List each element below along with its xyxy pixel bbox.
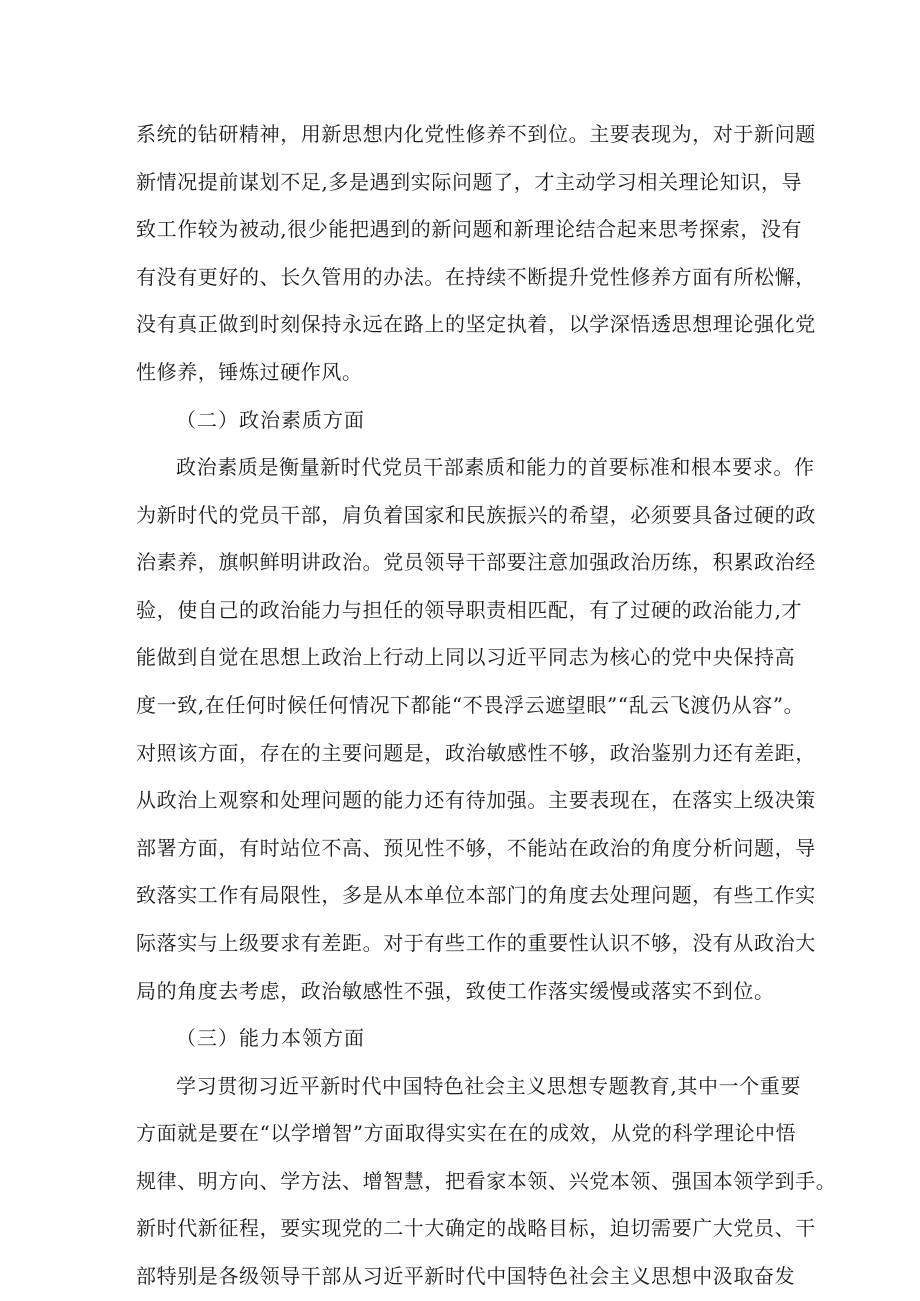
text-line: 治素养，旗帜鲜明讲政治。党员领导干部要注意加强政治历练，积累政治经 <box>136 550 816 574</box>
text-line: 致工作较为被动,很少能把遇到的新问题和新理论结合起来思考探索，没有 <box>136 217 803 241</box>
text-line: 学习贯彻习近平新时代中国特色社会主义思想专题教育,其中一个重要 <box>176 1074 801 1098</box>
text-line: 规律、明方向、学方法、增智慧，把看家本领、兴党本领、强国本领学到手。 <box>136 1169 837 1193</box>
text-line: 致落实工作有局限性，多是从本单位本部门的角度去处理问题，有些工作实 <box>136 883 816 907</box>
text-line: 部署方面，有时站位不高、预见性不够，不能站在政治的角度分析问题，导 <box>136 836 816 860</box>
text-line: 方面就是要在“以学增智”方面取得实实在在的成效，从党的科学理论中悟 <box>136 1121 797 1145</box>
text-line: 度一致,在任何时候任何情况下都能“不畏浮云遮望眼”“乱云飞渡仍从容”。 <box>136 693 805 717</box>
text-line: 能做到自觉在思想上政治上行动上同以习近平同志为核心的党中央保持高 <box>136 645 796 669</box>
text-line: 有没有更好的、长久管用的办法。在持续不断提升党性修养方面有所松懈， <box>136 265 816 289</box>
text-line: 新时代新征程，要实现党的二十大确定的战略目标，迫切需要广大党员、干 <box>136 1216 816 1240</box>
text-line: 部特别是各级领导干部从习近平新时代中国特色社会主义思想中汲取奋发 <box>136 1264 796 1288</box>
text-line: 从政治上观察和处理问题的能力还有待加强。主要表现在，在落实上级决策 <box>136 788 816 812</box>
text-line: 局的角度去考虑，政治敏感性不强，致使工作落实缓慢或落实不到位。 <box>136 979 775 1003</box>
text-line: 政治素质是衡量新时代党员干部素质和能力的首要标准和根本要求。作 <box>176 455 815 479</box>
text-line: 系统的钻研精神，用新思想内化党性修养不到位。主要表现为，对于新问题 <box>136 122 816 146</box>
text-line: 对照该方面，存在的主要问题是，政治敏感性不够，政治鉴别力还有差距， <box>136 741 816 765</box>
text-line: 际落实与上级要求有差距。对于有些工作的重要性认识不够，没有从政治大 <box>136 931 816 955</box>
text-line: 性修养，锤炼过硬作风。 <box>136 360 363 384</box>
text-line: 新情况提前谋划不足,多是遇到实际问题了，才主动学习相关理论知识，导 <box>136 170 803 194</box>
section-heading: （三）能力本领方面 <box>176 1026 365 1050</box>
text-line: 为新时代的党员干部，肩负着国家和民族振兴的希望，必须要具备过硬的政 <box>136 503 816 527</box>
text-line: 没有真正做到时刻保持永远在路上的坚定执着，以学深悟透思想理论强化党 <box>136 312 816 336</box>
section-heading: （二）政治素质方面 <box>176 408 365 432</box>
text-line: 验，使自己的政治能力与担任的领导职责相匹配，有了过硬的政治能力,才 <box>136 598 803 622</box>
